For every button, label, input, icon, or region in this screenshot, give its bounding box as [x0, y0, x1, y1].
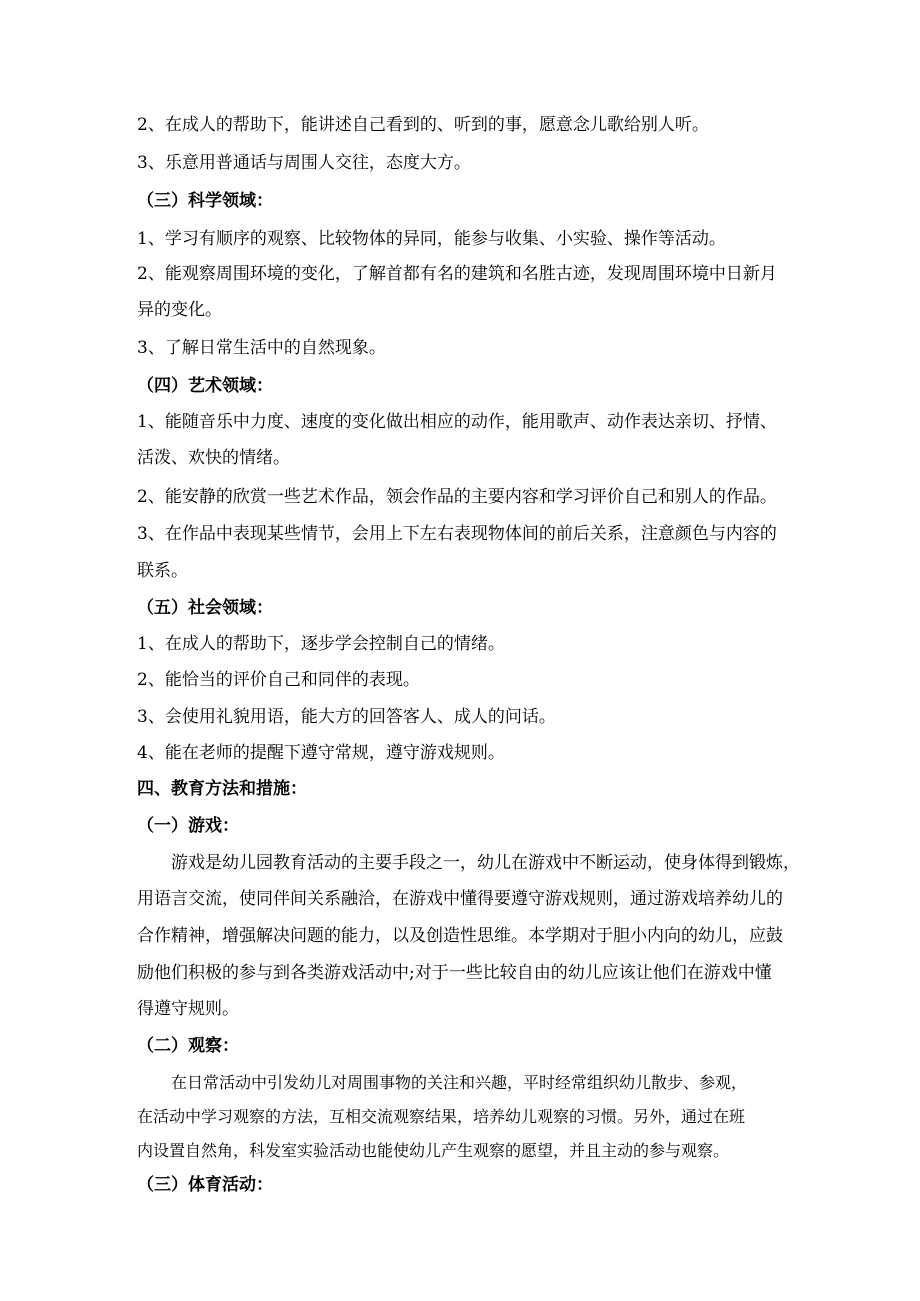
text-line: 2、能安静的欣赏一些艺术作品，领会作品的主要内容和学习评价自己和别人的作品。	[137, 487, 777, 507]
text-line: 1、在成人的帮助下，逐步学会控制自己的情绪。	[137, 634, 505, 654]
text-line: 用语言交流，使同伴间关系融洽，在游戏中懂得要遵守游戏规则，通过游戏培养幼儿的	[137, 889, 783, 909]
text-line: 在日常活动中引发幼儿对周围事物的关注和兴趣，平时经常组织幼儿散步、参观，	[171, 1073, 748, 1092]
text-line: 3、在作品中表现某些情节，会用上下左右表现物体间的前后关系，注意颜色与内容的	[137, 524, 777, 544]
text-line: 4、能在老师的提醒下遵守常规，遵守游戏规则。	[137, 743, 505, 763]
section-heading: （二）观察：	[137, 1036, 239, 1056]
text-line: 合作精神，增强解决问题的能力，以及创造性思维。本学期对于胆小内向的幼儿，应鼓	[137, 926, 783, 946]
text-line: 3、乐意用普通话与周围人交往，态度大方。	[137, 153, 471, 173]
section-heading: 四、教育方法和措施：	[137, 779, 307, 799]
section-heading: （五）社会领域：	[137, 598, 273, 618]
text-line: 内设置自然角，科发室实验活动也能使幼儿产生观察的愿望，并且主动的参与观察。	[137, 1141, 730, 1160]
text-line: 2、能观察周围环境的变化，了解首都有名的建筑和名胜古迹，发现周围环境中日新月	[137, 264, 777, 284]
text-line: 在活动中学习观察的方法，互相交流观察结果，培养幼儿观察的习惯。另外，通过在班	[137, 1107, 746, 1126]
text-line: 得遵守规则。	[137, 999, 239, 1019]
text-line: 3、会使用礼貌用语，能大方的回答客人、成人的问话。	[137, 707, 556, 727]
section-heading: （四）艺术领域：	[137, 376, 273, 396]
text-line: 3、了解日常生活中的自然现象。	[137, 338, 386, 358]
text-line: 异的变化。	[137, 300, 222, 320]
section-heading: （三）体育活动：	[137, 1175, 273, 1195]
text-line: 游戏是幼儿园教育活动的主要手段之一，幼儿在游戏中不断运动，使身体得到锻炼，	[171, 853, 800, 873]
text-line: 2、能恰当的评价自己和同伴的表现。	[137, 670, 420, 690]
text-line: 1、学习有顺序的观察、比较物体的异同，能参与收集、小实验、操作等活动。	[137, 229, 726, 249]
text-line: 1、能随音乐中力度、速度的变化做出相应的动作，能用歌声、动作表达亲切、抒情、	[137, 412, 777, 432]
text-line: 励他们积极的参与到各类游戏活动中;对于一些比较自由的幼儿应该让他们在游戏中懂	[137, 963, 772, 983]
text-line: 活泼、欢快的情绪。	[137, 448, 290, 468]
section-heading: （三）科学领域：	[137, 191, 273, 211]
section-heading: （一）游戏：	[137, 816, 239, 836]
text-line: 2、在成人的帮助下，能讲述自己看到的、听到的事，愿意念儿歌给别人听。	[137, 115, 709, 135]
text-line: 联系。	[137, 561, 188, 581]
